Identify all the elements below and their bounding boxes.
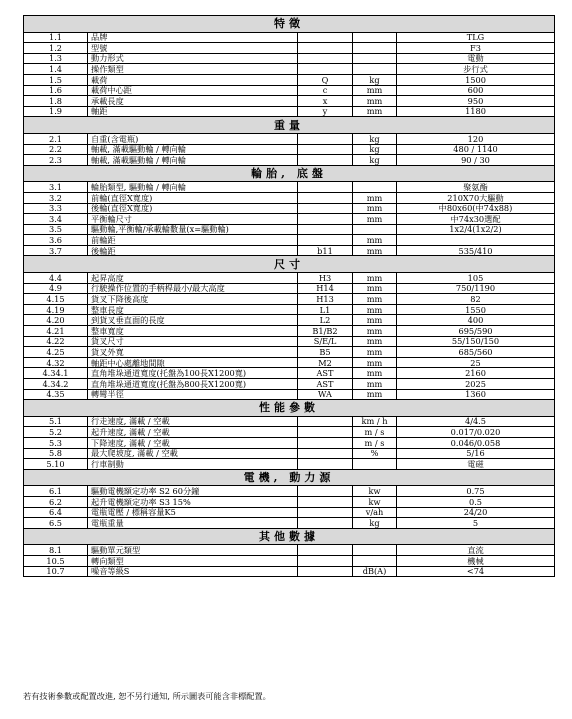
item-unit: m / s [353,427,397,438]
spec-row [24,496,555,507]
item-value: 1180 [397,106,555,117]
item-name: 貨叉下降後高度 [88,294,298,305]
item-value: 950 [397,96,555,107]
spec-row [24,315,555,326]
item-value: 535/410 [397,245,555,256]
spec-row [24,379,555,390]
spec-row [24,283,555,294]
item-number: 4.21 [24,326,88,337]
item-unit: mm [353,273,397,284]
item-number: 5.10 [24,459,88,470]
spec-row [24,53,555,64]
spec-row [24,507,555,518]
item-name: 驅動輪,平衡輪/承載輪數量(x=驅動輪) [88,224,298,235]
item-value: 0.046/0.058 [397,437,555,448]
item-symbol: WA [298,389,353,400]
section-header [24,117,555,134]
item-value: 695/590 [397,326,555,337]
item-symbol [298,224,353,235]
item-name: 驅動電機額定功率 S2 60分鐘 [88,486,298,497]
item-symbol: B1/B2 [298,326,353,337]
item-name: 後輪(直徑X寬度) [88,203,298,214]
item-unit: kg [353,144,397,155]
item-unit: kw [353,496,397,507]
spec-row [24,566,555,577]
item-unit [353,224,397,235]
item-symbol: Q [298,74,353,85]
item-value: 1x2/4(1x2/2) [397,224,555,235]
item-name: 自重(含電瓶) [88,133,298,144]
item-symbol: S/E/L [298,336,353,347]
item-number: 4.32 [24,357,88,368]
item-unit: kg [353,518,397,529]
item-number: 2.2 [24,144,88,155]
item-value: 2025 [397,379,555,390]
item-unit: % [353,448,397,459]
item-unit: kw [353,486,397,497]
item-value: 1360 [397,389,555,400]
spec-row [24,273,555,284]
item-name: 起升速度, 滿載 / 空載 [88,427,298,438]
item-name: 行駛操作位置的手柄桿最小/最大高度 [88,283,298,294]
item-unit: mm [353,326,397,337]
item-value [397,235,555,246]
item-unit [353,545,397,556]
item-name: 軸載, 滿載驅動輪 / 轉向輪 [88,155,298,166]
item-symbol: x [298,96,353,107]
item-symbol [298,144,353,155]
spec-row [24,336,555,347]
item-number: 4.25 [24,347,88,358]
item-unit: mm [353,357,397,368]
item-symbol [298,43,353,54]
section-title: 其他數據 [24,528,555,545]
item-name: 起升電機額定功率 S3 15% [88,496,298,507]
spec-row [24,182,555,193]
item-name: 整車寬度 [88,326,298,337]
item-value: 480 / 1140 [397,144,555,155]
item-number: 2.3 [24,155,88,166]
item-symbol [298,555,353,566]
item-unit: mm [353,214,397,225]
item-value: 機械 [397,555,555,566]
item-value: 1550 [397,304,555,315]
item-unit: dB(A) [353,566,397,577]
item-number: 4.34.1 [24,368,88,379]
item-unit [353,459,397,470]
item-symbol [298,545,353,556]
item-name: 起昇高度 [88,273,298,284]
spec-row [24,235,555,246]
spec-row [24,144,555,155]
item-number: 4.35 [24,389,88,400]
item-symbol: c [298,85,353,96]
section-header [24,400,555,417]
item-name: 電瓶重量 [88,518,298,529]
item-value: 中74x30選配 [397,214,555,225]
item-symbol: L1 [298,304,353,315]
item-number: 3.7 [24,245,88,256]
item-value: 600 [397,85,555,96]
item-number: 4.15 [24,294,88,305]
item-name: 前輪距 [88,235,298,246]
item-value: 2160 [397,368,555,379]
item-name: 轉彎半徑 [88,389,298,400]
item-name: 到貨叉垂直面的長度 [88,315,298,326]
item-number: 10.7 [24,566,88,577]
item-name: 貨叉尺寸 [88,336,298,347]
item-name: 軸距 [88,106,298,117]
item-symbol [298,32,353,43]
item-number: 6.2 [24,496,88,507]
spec-row [24,32,555,43]
item-symbol [298,486,353,497]
item-name: 操作類型 [88,64,298,75]
item-number: 4.4 [24,273,88,284]
item-name: 後輪距 [88,245,298,256]
item-name: 直角堆垛通道寬度(托盤為100長X1200寬) [88,368,298,379]
item-name: 輪胎類型, 驅動輪 / 轉向輪 [88,182,298,193]
item-symbol [298,496,353,507]
item-value: 0.5 [397,496,555,507]
item-number: 5.8 [24,448,88,459]
item-unit: mm [353,245,397,256]
item-value: 55/150/150 [397,336,555,347]
item-number: 1.9 [24,106,88,117]
item-symbol [298,203,353,214]
item-name: 平衡輪尺寸 [88,214,298,225]
item-name: 行車制動 [88,459,298,470]
item-number: 5.2 [24,427,88,438]
item-unit: mm [353,379,397,390]
item-unit: mm [353,389,397,400]
item-unit: kg [353,133,397,144]
item-name: 驅動單元類型 [88,545,298,556]
item-number: 5.3 [24,437,88,448]
item-symbol [298,459,353,470]
spec-row [24,368,555,379]
item-symbol: B5 [298,347,353,358]
spec-row [24,85,555,96]
item-value: 電動 [397,53,555,64]
item-value: 90 / 30 [397,155,555,166]
item-number: 4.9 [24,283,88,294]
item-number: 3.2 [24,192,88,203]
spec-row [24,427,555,438]
item-name: 載荷中心距 [88,85,298,96]
item-unit: mm [353,106,397,117]
item-unit [353,64,397,75]
item-name: 軸載, 滿載驅動輪 / 轉向輪 [88,144,298,155]
item-value: 4/4.5 [397,416,555,427]
item-value: F3 [397,43,555,54]
item-symbol: H13 [298,294,353,305]
item-unit: mm [353,96,397,107]
item-number: 3.1 [24,182,88,193]
spec-row [24,326,555,337]
item-number: 1.8 [24,96,88,107]
spec-row [24,518,555,529]
spec-row [24,545,555,556]
item-unit: kg [353,74,397,85]
item-unit: mm [353,304,397,315]
item-symbol: M2 [298,357,353,368]
item-unit [353,53,397,64]
item-value: 中80x60(中74x88) [397,203,555,214]
item-number: 4.19 [24,304,88,315]
item-value: 電磁 [397,459,555,470]
item-value: 24/20 [397,507,555,518]
spec-table [23,15,555,577]
item-symbol [298,214,353,225]
item-unit: kg [353,155,397,166]
spec-row [24,155,555,166]
item-number: 3.3 [24,203,88,214]
item-unit [353,32,397,43]
item-symbol [298,155,353,166]
item-symbol [298,566,353,577]
item-unit [353,555,397,566]
item-symbol: AST [298,368,353,379]
item-number: 8.1 [24,545,88,556]
item-name: 直角堆垛通道寬度(托盤為800長X1200寬) [88,379,298,390]
item-name: 型號 [88,43,298,54]
item-number: 4.34.2 [24,379,88,390]
spec-sheet [23,15,554,577]
item-unit: mm [353,336,397,347]
section-title: 重量 [24,117,555,134]
item-number: 1.4 [24,64,88,75]
item-number: 10.5 [24,555,88,566]
item-unit: mm [353,235,397,246]
item-value: 120 [397,133,555,144]
spec-row [24,347,555,358]
item-number: 1.1 [24,32,88,43]
item-value: 400 [397,315,555,326]
item-symbol: y [298,106,353,117]
item-number: 4.22 [24,336,88,347]
item-symbol [298,64,353,75]
item-unit: mm [353,368,397,379]
item-name: 前輪(直徑X寬度) [88,192,298,203]
item-unit: mm [353,203,397,214]
spec-row [24,214,555,225]
section-title: 尺寸 [24,256,555,273]
item-number: 1.5 [24,74,88,85]
spec-row [24,459,555,470]
item-value: 1500 [397,74,555,85]
section-title: 輪胎, 底盤 [24,165,555,182]
item-name: 整車長度 [88,304,298,315]
item-value: 25 [397,357,555,368]
item-name: 品牌 [88,32,298,43]
item-unit: m / s [353,437,397,448]
item-symbol [298,192,353,203]
item-name: 最大爬坡度, 滿載 / 空載 [88,448,298,459]
spec-row [24,416,555,427]
item-number: 3.4 [24,214,88,225]
item-symbol: H14 [298,283,353,294]
spec-row [24,106,555,117]
item-unit: mm [353,85,397,96]
section-header [24,165,555,182]
spec-row [24,74,555,85]
item-name: 噪音等級S [88,566,298,577]
spec-row [24,203,555,214]
spec-table-body [24,16,555,577]
item-number: 1.6 [24,85,88,96]
item-value: 步行式 [397,64,555,75]
item-unit [353,182,397,193]
item-number: 2.1 [24,133,88,144]
spec-row [24,448,555,459]
section-header [24,528,555,545]
item-symbol: L2 [298,315,353,326]
item-symbol [298,427,353,438]
item-symbol: b11 [298,245,353,256]
spec-row [24,437,555,448]
item-unit: mm [353,283,397,294]
item-name: 軸距中心處離地間隙 [88,357,298,368]
section-title: 電機, 動力源 [24,469,555,486]
item-unit: km / h [353,416,397,427]
item-number: 4.20 [24,315,88,326]
item-number: 6.1 [24,486,88,497]
item-unit: v/ah [353,507,397,518]
item-value: 0.017/0.020 [397,427,555,438]
item-name: 電瓶電壓 / 標稱容量K5 [88,507,298,518]
item-value: 5 [397,518,555,529]
item-name: 承載長度 [88,96,298,107]
spec-row [24,192,555,203]
item-number: 3.6 [24,235,88,246]
item-value: 750/1190 [397,283,555,294]
item-value: 210X70大驅動 [397,192,555,203]
spec-row [24,555,555,566]
item-symbol [298,235,353,246]
item-unit: mm [353,315,397,326]
spec-row [24,294,555,305]
spec-row [24,64,555,75]
section-title: 性能參數 [24,400,555,417]
section-header [24,16,555,33]
item-symbol [298,133,353,144]
item-symbol [298,437,353,448]
item-name: 動力形式 [88,53,298,64]
spec-row [24,245,555,256]
item-name: 下降速度, 滿載 / 空載 [88,437,298,448]
item-value: 0.75 [397,486,555,497]
item-symbol [298,182,353,193]
item-unit [353,43,397,54]
item-number: 3.5 [24,224,88,235]
spec-row [24,224,555,235]
item-value: 105 [397,273,555,284]
item-name: 貨叉外寬 [88,347,298,358]
spec-row [24,43,555,54]
item-number: 5.1 [24,416,88,427]
spec-row [24,389,555,400]
item-name: 行走速度, 滿載 / 空載 [88,416,298,427]
item-value: 聚氨酯 [397,182,555,193]
section-title: 特徵 [24,16,555,33]
item-unit: mm [353,347,397,358]
item-number: 1.3 [24,53,88,64]
item-unit: mm [353,192,397,203]
footer-note: 若有技術參數或配置改進, 恕不另行通知, 所示圖表可能含非標配置。 [23,691,271,701]
item-value: TLG [397,32,555,43]
item-symbol: H3 [298,273,353,284]
item-value: 直流 [397,545,555,556]
item-number: 6.5 [24,518,88,529]
item-unit: mm [353,294,397,305]
item-symbol [298,448,353,459]
item-value: <74 [397,566,555,577]
spec-row [24,96,555,107]
item-value: 5/16 [397,448,555,459]
spec-row [24,357,555,368]
item-name: 載荷 [88,74,298,85]
item-symbol [298,507,353,518]
section-header [24,469,555,486]
section-header [24,256,555,273]
spec-row [24,486,555,497]
item-symbol [298,518,353,529]
item-symbol [298,53,353,64]
spec-row [24,133,555,144]
item-symbol [298,416,353,427]
item-symbol: AST [298,379,353,390]
item-value: 82 [397,294,555,305]
spec-row [24,304,555,315]
item-number: 1.2 [24,43,88,54]
item-name: 轉向類型 [88,555,298,566]
item-number: 6.4 [24,507,88,518]
item-value: 685/560 [397,347,555,358]
